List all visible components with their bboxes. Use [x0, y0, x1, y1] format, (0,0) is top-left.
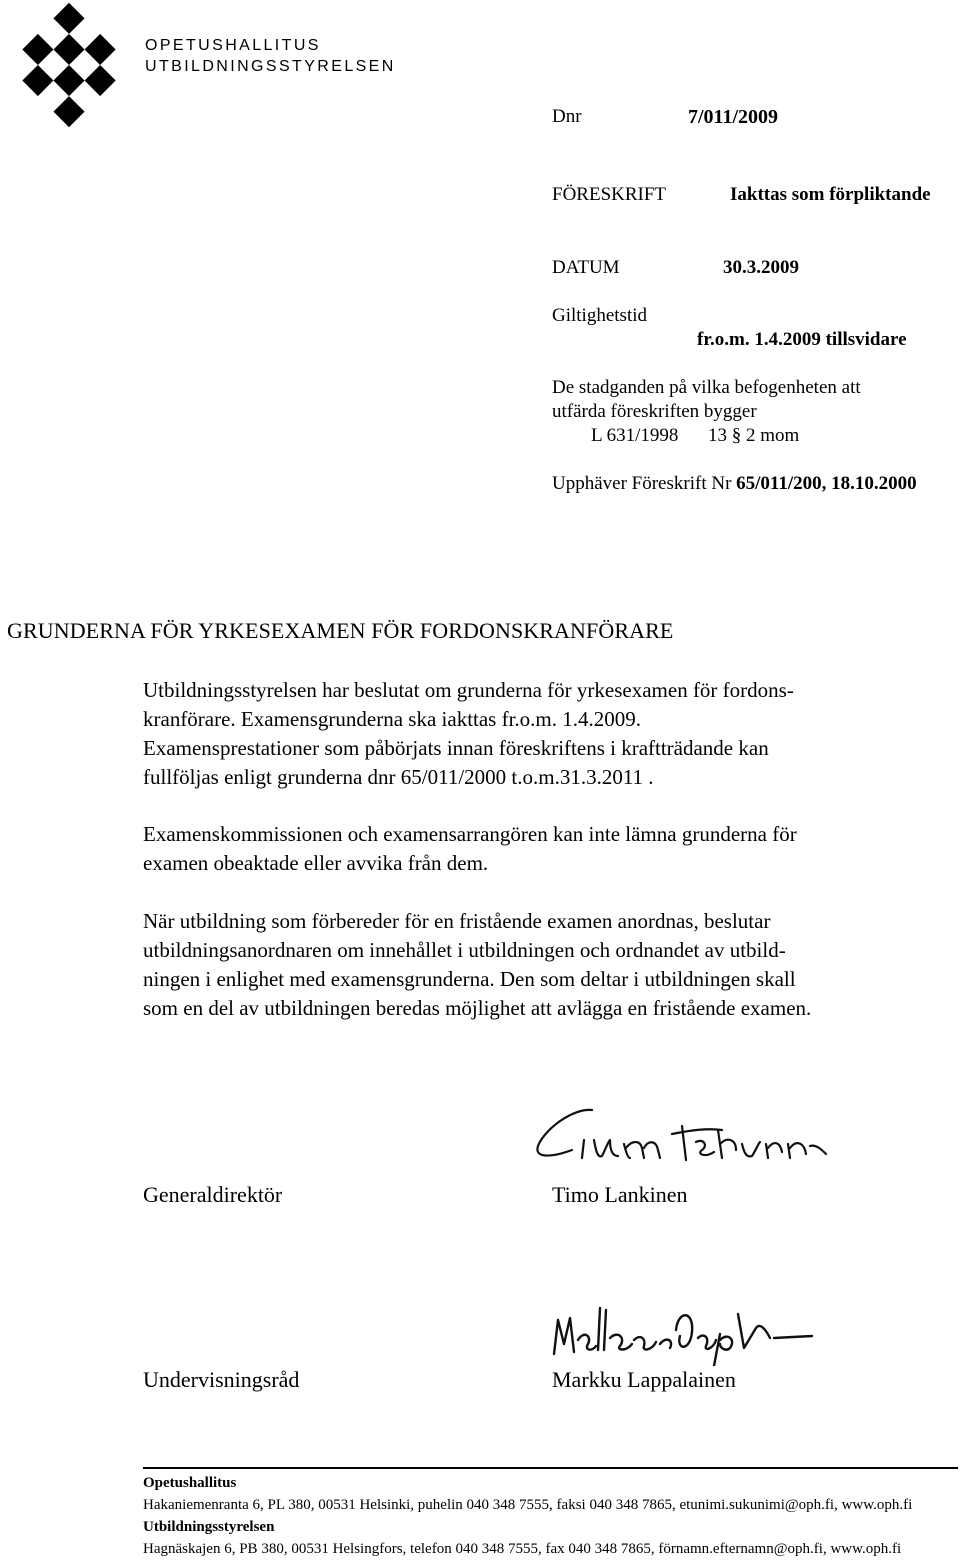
paragraph-line: examen obeaktade eller avvika från dem. — [143, 851, 489, 875]
logo-square — [85, 34, 116, 65]
datum-label: DATUM — [552, 257, 620, 278]
org-name-finnish: OPETUSHALLITUS — [145, 37, 321, 54]
document-title: GRUNDERNA FÖR YRKESEXAMEN FÖR FORDONSKRANFÖRARE — [7, 618, 674, 643]
giltighetstid-label: Giltighetstid — [552, 305, 647, 326]
foreskrift-label: FÖRESKRIFT — [552, 184, 667, 205]
footer-org1-name: Opetushallitus — [143, 1475, 237, 1491]
lag-ref: L 631/1998 — [591, 425, 679, 446]
upphaver-label: Upphäver Föreskrift Nr — [552, 473, 732, 494]
paragraph-line: kranförare. Examensgrunderna ska iakttas fr.o.m. 1.4.2009. — [143, 707, 642, 731]
section-symbol: § — [731, 425, 742, 446]
footer-org2-address: Hagnäskajen 6, PB 380, 00531 Helsingfors, telefon 040 348 7555, fax 040 348 7865, förnamn.efternamn@oph.fi, www.oph.fi — [143, 1541, 902, 1557]
lag-mom: 2 mom — [745, 425, 800, 446]
paragraph-line: ningen i enlighet med examensgrunderna. Den som deltar i utbildningen skall — [143, 967, 796, 991]
paragraph-2 — [143, 820, 943, 878]
logo-square — [53, 65, 84, 96]
signature-markku-lappalainen — [548, 1300, 818, 1366]
logo-square — [53, 34, 84, 65]
footer-org2-name: Utbildningsstyrelsen — [143, 1519, 275, 1535]
paragraph-line: Examenskommissionen och examensarrangören kan inte lämna grunderna för — [143, 822, 797, 846]
upphaver-value: 65/011/200, 18.10.2000 — [736, 473, 917, 494]
logo-square — [53, 3, 84, 34]
upphaver-row — [552, 473, 917, 495]
logo-square — [22, 65, 53, 96]
paragraph-line: fullföljas enligt grunderna dnr 65/011/2000 t.o.m.31.3.2011 . — [143, 765, 654, 789]
signature-timo-lankinen — [532, 1100, 832, 1172]
footer-org1-address: Hakaniemenranta 6, PL 380, 00531 Helsinki, puhelin 040 348 7555, faksi 040 348 7865, etunimi.sukunimi@oph.fi, www.oph.fi — [143, 1497, 913, 1513]
signer1-name: Timo Lankinen — [552, 1182, 688, 1207]
foreskrift-value: Iakttas som förpliktande — [730, 184, 931, 205]
paragraph-line: som en del av utbildningen beredas möjlighet att avlägga en fristående examen. — [143, 996, 812, 1020]
lag-reference — [591, 425, 799, 447]
paragraph-line: Utbildningsstyrelsen har beslutat om grunderna för yrkesexamen för fordons- — [143, 678, 794, 702]
signer1-title: Generaldirektör — [143, 1182, 283, 1207]
logo-square — [53, 96, 84, 127]
stadganden-line2: utfärda föreskriften bygger — [552, 401, 757, 422]
paragraph-line: När utbildning som förbereder för en fristående examen anordnas, beslutar — [143, 909, 771, 933]
diamond-grid-logo-icon — [6, 2, 132, 128]
paragraph-line: utbildningsanordnaren om innehållet i utbildningen och ordnandet av utbild- — [143, 938, 786, 962]
logo-square — [85, 65, 116, 96]
paragraph-line: Examensprestationer som påbörjats innan föreskriftens i kraftträdande kan — [143, 736, 769, 760]
datum-value: 30.3.2009 — [723, 257, 799, 278]
stadganden-line1: De stadganden på vilka befogenheten att — [552, 377, 861, 398]
logo-square — [22, 34, 53, 65]
org-name-swedish: UTBILDNINGSSTYRELSEN — [145, 58, 396, 75]
paragraph-1 — [143, 676, 943, 792]
signer2-name: Markku Lappalainen — [552, 1367, 736, 1392]
lag-section: 13 — [707, 425, 727, 446]
paragraph-3 — [143, 907, 943, 1023]
dnr-value: 7/011/2009 — [688, 106, 779, 128]
dnr-label: Dnr — [552, 106, 582, 127]
footer — [143, 1472, 912, 1560]
signer2-title: Undervisningsråd — [143, 1367, 300, 1392]
footer-divider — [143, 1467, 958, 1469]
giltighetstid-value: fr.o.m. 1.4.2009 tillsvidare — [697, 329, 907, 350]
